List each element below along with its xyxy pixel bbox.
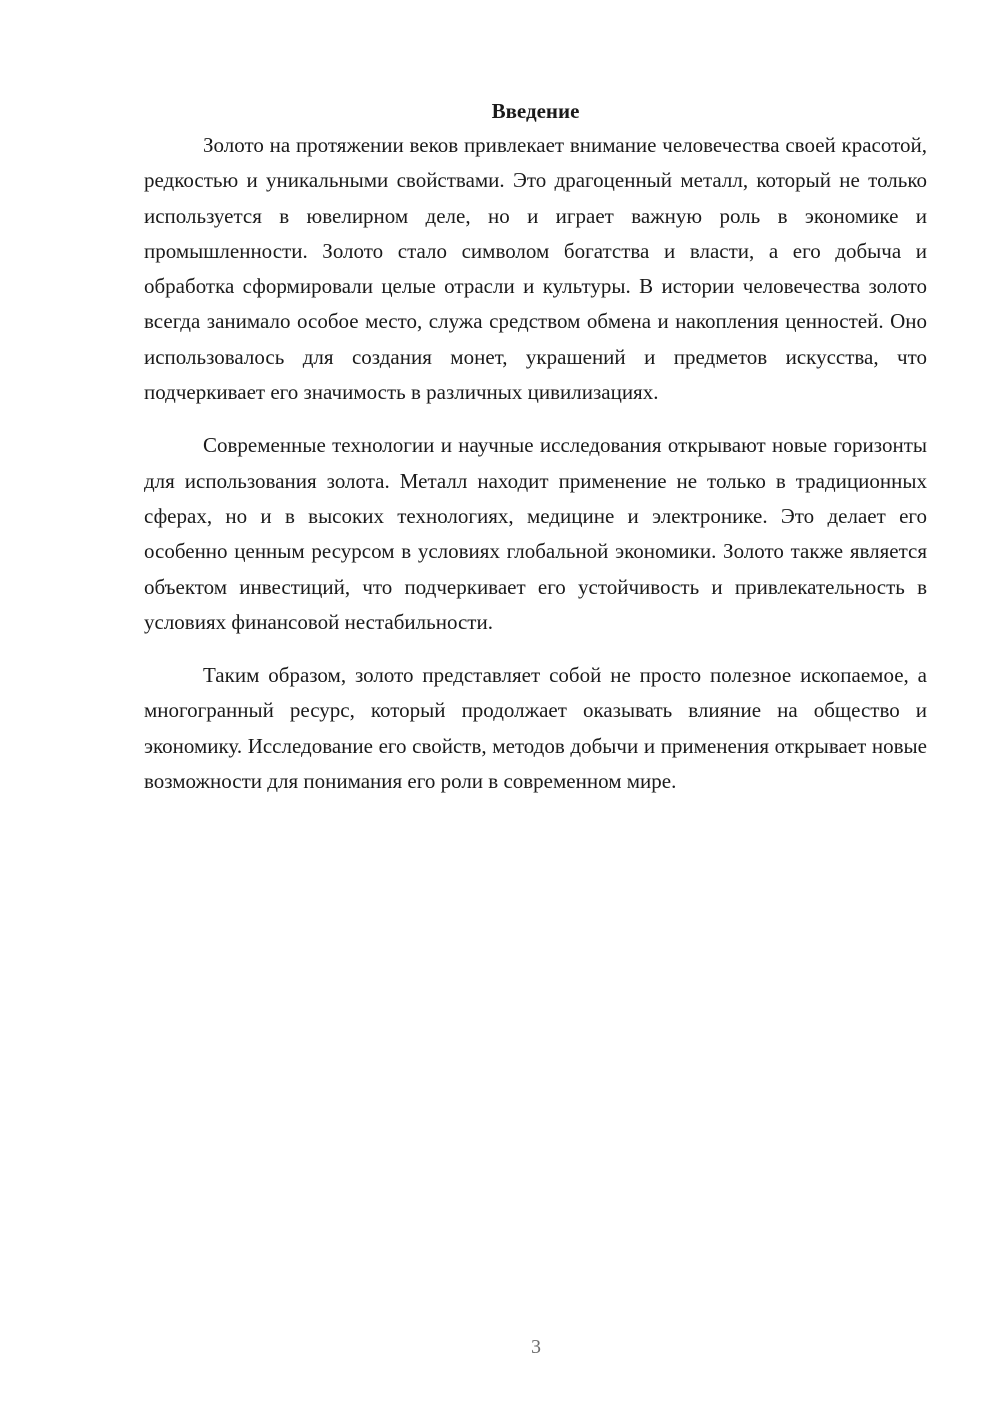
paragraph-1: Золото на протяжении веков привлекает внимание человечества своей красотой, редкостью и уникальными свойствами. Это драгоценный металл, который не только используется в ювелирном деле, но и играет важную роль в экономике и промышленности. Золото стало символом богатства и власти, а его добыча и обработка сформировали целые отрасли и культуры. В истории человечества золото всегда занимало особое место, служа средством обмена и накопления ценностей. Оно использовалось для создания монет, украшений и предметов искусства, что подчеркивает его значимость в различных цивилизациях. [144,133,927,405]
page-content [144,96,927,799]
paragraph-3: Таким образом, золото представляет собой не просто полезное ископаемое, а многогранный ресурс, который продолжает оказывать влияние на общество и экономику. Исследование его свойств, методов добычи и применения открывает новые возможности для понимания его роли в современном мире. [144,663,927,794]
section-heading: Введение [491,99,580,123]
paragraph-2: Современные технологии и научные исследования открывают новые горизонты для использования золота. Металл находит применение не только в традиционных сферах, но и в высоких технологиях, медицине и электронике. Это делает его особенно ценным ресурсом в условиях глобальной экономики. Золото также является объектом инвестиций, что подчеркивает его устойчивость и привлекательность в условиях финансовой нестабильности. [144,433,927,634]
page-number: 3 [531,1336,541,1358]
